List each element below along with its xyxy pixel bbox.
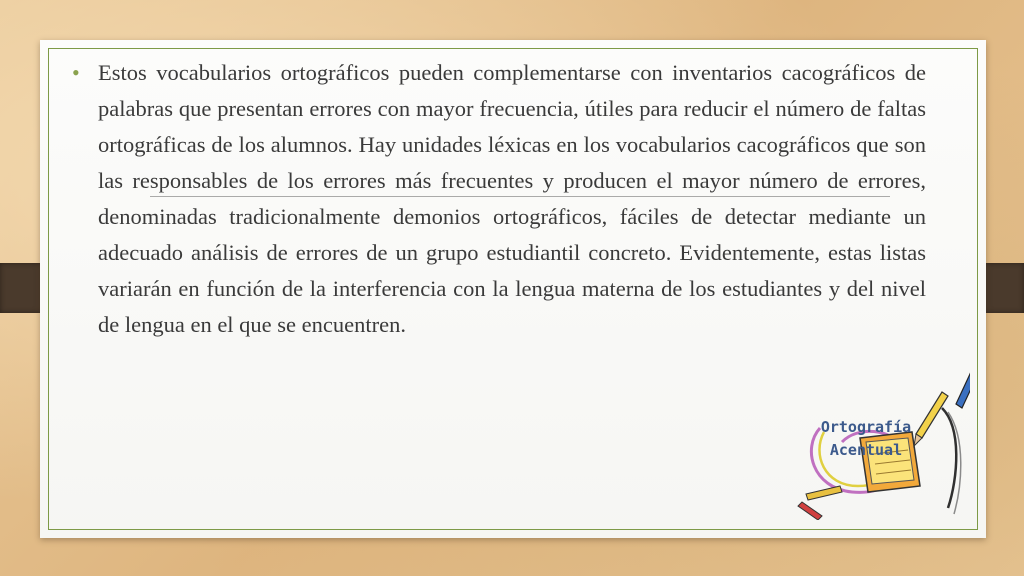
spelling-clipart [762, 368, 970, 520]
clipart-label-line2: Acentual [829, 441, 903, 459]
clipart-label-line1: Ortografía [820, 418, 912, 436]
underline-decoration [150, 196, 890, 197]
slide-panel [40, 40, 986, 538]
bullet-marker: • [72, 60, 80, 85]
slide-paragraph: Estos vocabularios ortográficos pueden complementarse con inventarios cacográficos de palabras que presentan errores con mayor frecuencia, útiles para reducir el número de faltas ortográficas de los alumnos. Hay unidades léxicas en los vocabularios cacográficos que son las responsables de los errores más frecuentes y producen el mayor número de errores, denominadas tradicionalmente demonios ortográficos, fáciles de detectar mediante un adecuado análisis de errores de un grupo estudiantil concreto. Evidentemente, estas listas variarán en función de la interferencia con la lengua materna de los estudiantes y del nivel de lengua en el que se encuentren. [98, 60, 926, 337]
